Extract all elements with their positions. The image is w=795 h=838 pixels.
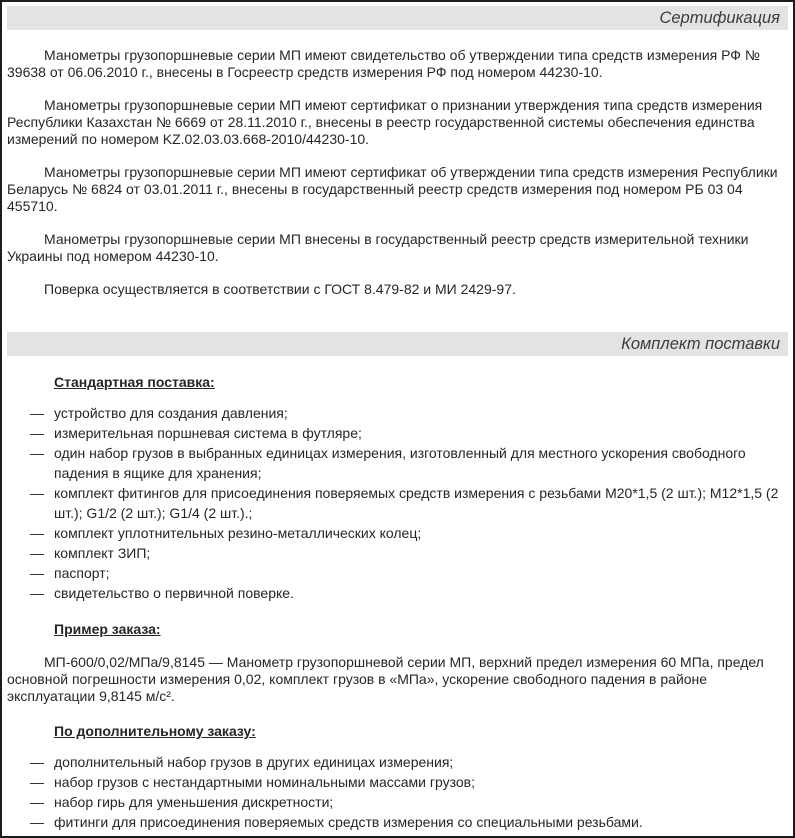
- dash-marker: —: [30, 445, 44, 461]
- section-title-certification: Сертификация: [659, 9, 780, 27]
- dash-marker: —: [30, 425, 44, 441]
- additional-order-heading: По дополнительному заказу:: [54, 723, 256, 739]
- dash-marker: —: [30, 794, 44, 810]
- list-item: [7, 523, 788, 543]
- certification-paragraph-4: Манометры грузопоршневые серии МП внесены в государственный реестр средств измерительной техники Украины под номером 44230-10.: [7, 231, 749, 264]
- order-example-paragraph: МП-600/0,02/МПа/9,8145 — Манометр грузопоршневой серии МП, верхний предел измерения 60 МПа, предел основной погрешности измерения 0,02, комплект грузов в «МПа», ускорение свободного падения в районе эксплуатации 9,8145 м/с².: [7, 654, 764, 704]
- list-item: [7, 443, 788, 483]
- list-item: [7, 812, 788, 832]
- additional-order-list: [7, 752, 788, 832]
- list-item: [7, 403, 788, 423]
- dash-marker: —: [30, 754, 44, 770]
- list-item-text: набор грузов с нестандартными номинальными массами грузов;: [54, 774, 475, 790]
- list-item-text: комплект уплотнительных резино-металлических колец;: [54, 525, 422, 541]
- list-item-text: дополнительный набор грузов в других единицах измерения;: [54, 754, 454, 770]
- list-item: [7, 583, 788, 603]
- list-item-text: комплект ЗИП;: [54, 545, 151, 561]
- list-item: [7, 423, 788, 443]
- certification-paragraph-1: Манометры грузопоршневые серии МП имеют свидетельство об утверждении типа средств измерения РФ № 39638 от 06.06.2010 г., внесены в Госреестр средств измерения РФ под номером 44230-10.: [7, 47, 760, 80]
- order-example-heading: Пример заказа:: [54, 621, 161, 637]
- list-item: [7, 752, 788, 772]
- list-item-text: измерительная поршневая система в футляре;: [54, 425, 362, 441]
- dash-marker: —: [30, 405, 44, 421]
- list-item-text: один набор грузов в выбранных единицах измерения, изготовленный для местного ускорения свободного падения в ящике для хранения;: [54, 445, 746, 481]
- dash-marker: —: [30, 585, 44, 601]
- certification-paragraph-5: Поверка осуществляется в соответствии с ГОСТ 8.479-82 и МИ 2429-97.: [44, 281, 516, 297]
- section-header-certification: [7, 6, 788, 30]
- list-item-text: фитинги для присоединения поверяемых средств измерения со специальными резьбами.: [54, 814, 643, 830]
- list-item: [7, 543, 788, 563]
- list-item-text: набор гирь для уменьшения дискретности;: [54, 794, 334, 810]
- list-item: [7, 483, 788, 523]
- standard-delivery-heading: Стандартная поставка:: [54, 374, 215, 390]
- certification-paragraph-2: Манометры грузопоршневые серии МП имеют сертификат о признании утверждения типа средств измерения Республики Казахстан № 6669 от 28.11.2010 г., внесены в реестр государственной системы обеспечения единства измерений по номером KZ.02.03.03.668-2010/44230-10.: [7, 97, 763, 147]
- section-header-delivery-set: [7, 332, 788, 356]
- list-item: [7, 772, 788, 792]
- dash-marker: —: [30, 545, 44, 561]
- list-item-text: устройство для создания давления;: [54, 405, 288, 421]
- dash-marker: —: [30, 774, 44, 790]
- list-item-text: комплект фитингов для присоединения поверяемых средств измерения с резьбами М20*1,5 (2 шт.); М12*1,5 (2 шт.); G1/2 (2 шт.); G1/4 (2 шт.).;: [54, 485, 779, 521]
- list-item: [7, 792, 788, 812]
- standard-delivery-list: [7, 403, 788, 603]
- section-title-delivery-set: Комплект поставки: [621, 335, 780, 353]
- certification-paragraph-3: Манометры грузопоршневые серии МП имеют сертификат об утверждении типа средств измерения Республики Беларусь № 6824 от 03.01.2011 г., внесены в государственный реестр средств измерения под номером РБ 03 04 455710.: [7, 164, 778, 214]
- dash-marker: —: [30, 525, 44, 541]
- list-item: [7, 563, 788, 583]
- dash-marker: —: [30, 814, 44, 830]
- dash-marker: —: [30, 485, 44, 501]
- dash-marker: —: [30, 565, 44, 581]
- list-item-text: свидетельство о первичной поверке.: [54, 585, 294, 601]
- list-item-text: паспорт;: [54, 565, 110, 581]
